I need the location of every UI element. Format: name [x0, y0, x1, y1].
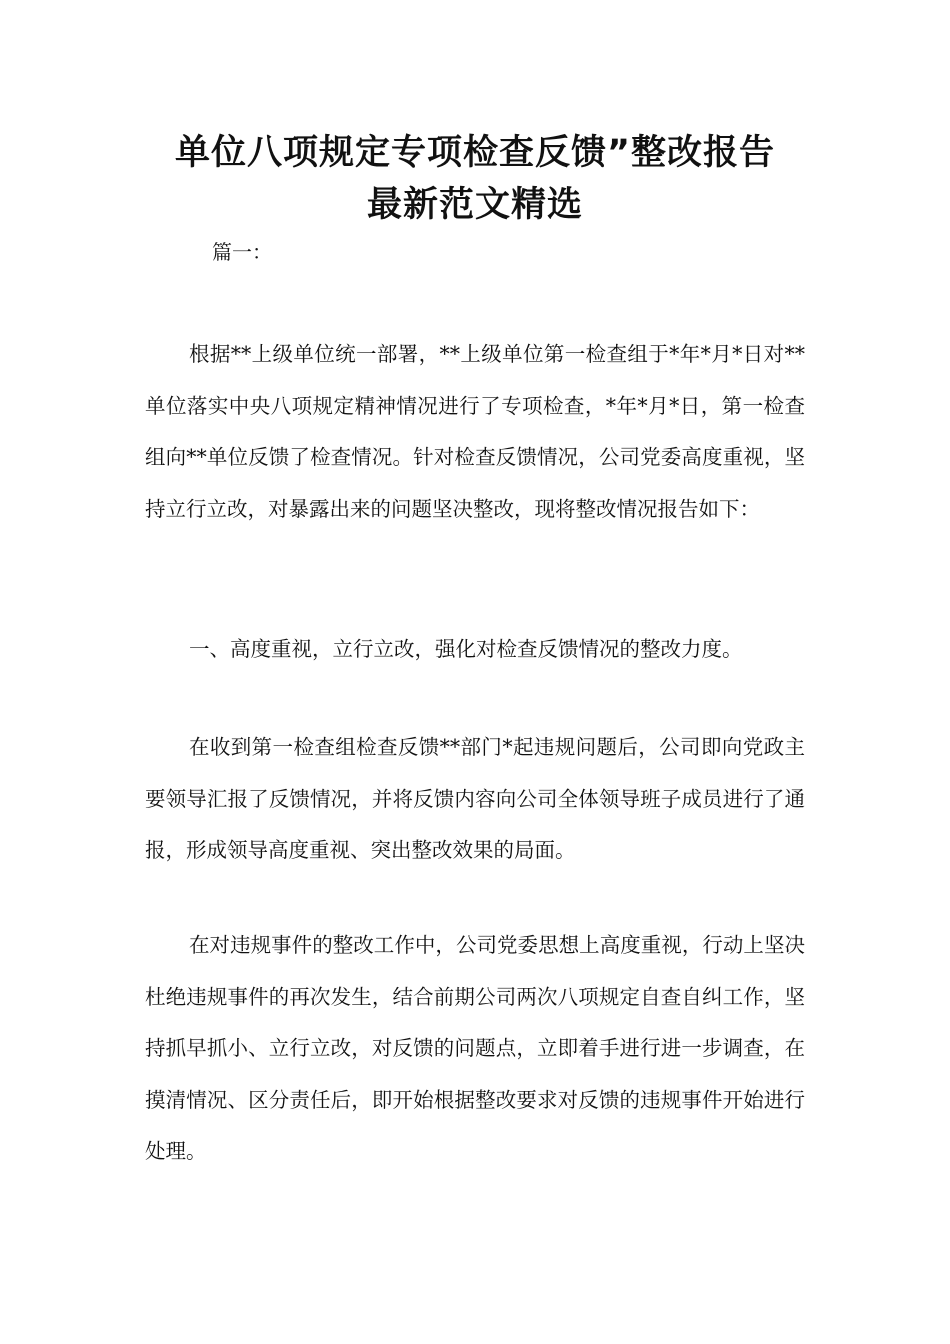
document-title-line-2: 最新范文精选	[366, 185, 583, 225]
paragraph-rectification-work: 在对违规事件的整改工作中，公司党委思想上高度重视，行动上坚决杜绝违规事件的再次发生，结合前期公司两次八项规定自查自纠工作，坚持抓早抓小、立行立改，对反馈的问题点，立即着手进行进一步调查，在摸清情况、区分责任后，即开始根据整改要求对反馈的违规事件开始进行处理。	[145, 933, 805, 1163]
document-title-line-1: 单位八项规定专项检查反馈”整改报告	[174, 133, 775, 173]
paragraph-intro: 根据**上级单位统一部署，**上级单位第一检查组于*年*月*日对**单位落实中央八项规定精神情况进行了专项检查，*年*月*日，第一检查组向**单位反馈了检查情况。针对检查反馈情况，公司党委高度重视，坚持立行立改，对暴露出来的问题坚决整改，现将整改情况报告如下：	[145, 342, 805, 521]
section-heading-one: 一、高度重视，立行立改，强化对检查反馈情况的整改力度。	[189, 637, 743, 661]
paragraph-feedback-received: 在收到第一检查组检查反馈**部门*起违规问题后，公司即向党政主要领导汇报了反馈情况，并将反馈内容向公司全体领导班子成员进行了通报，形成领导高度重视、突出整改效果的局面。	[145, 735, 805, 862]
section-label: 篇一：	[212, 240, 272, 264]
